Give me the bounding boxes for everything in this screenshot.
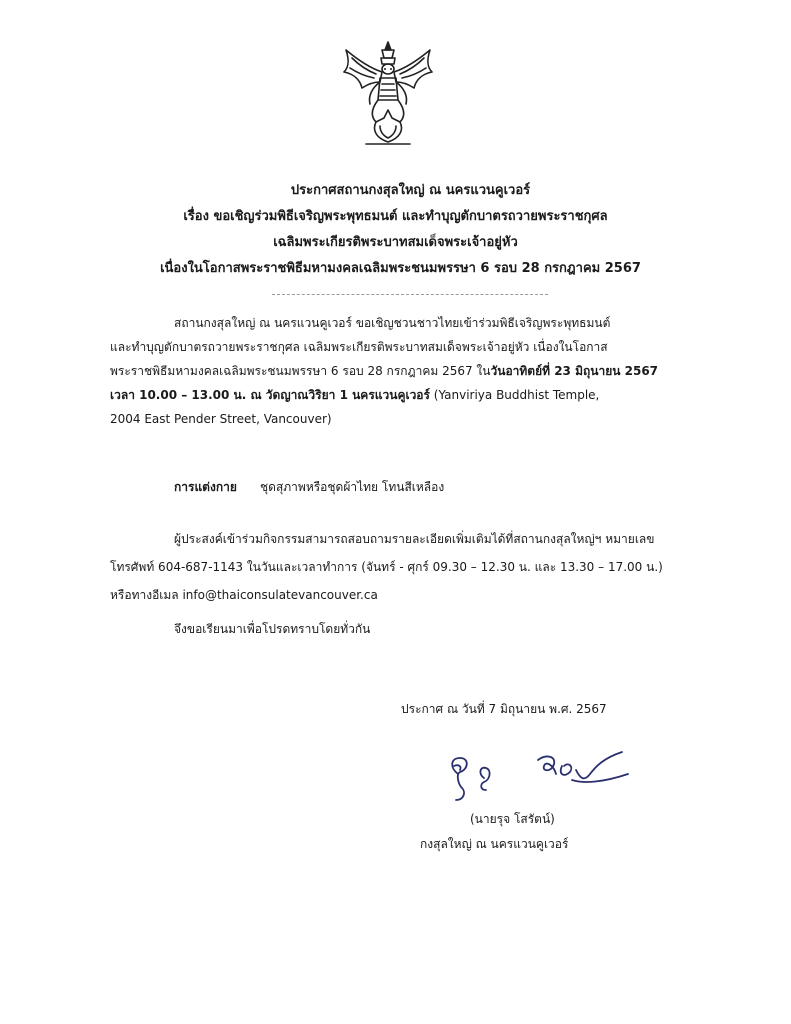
contact-line-2: โทรศัพท์ 604-687-1143 ในวันและเวลาทำการ (จันทร์ - ศุกร์ 09.30 – 12.30 น. และ 13.30 – 17.00 น.) <box>110 560 663 574</box>
announcement-body <box>110 311 710 431</box>
announcement-title <box>0 178 791 282</box>
title-line-3: เฉลิมพระเกียรติพระบาทสมเด็จพระเจ้าอยู่หัว <box>273 235 518 250</box>
body-line-5: 2004 East Pender Street, Vancouver) <box>110 412 332 426</box>
contact-info <box>110 525 720 609</box>
signatory-name: (นายรุจ โสรัตน์) <box>470 812 555 826</box>
dress-code-label: การแต่งกาย <box>174 480 237 494</box>
signatory-title: กงสุลใหญ่ ณ นครแวนคูเวอร์ <box>420 837 569 851</box>
garuda-emblem-icon <box>336 38 440 148</box>
body-line-2: และทำบุญตักบาตรถวายพระราชกุศล เฉลิมพระเกียรติพระบาทสมเด็จพระเจ้าอยู่หัว เนื่องในโอกาส <box>110 340 608 354</box>
closing-statement: จึงขอเรียนมาเพื่อโปรดทราบโดยทั่วกัน <box>174 622 371 636</box>
event-date: วันอาทิตย์ที่ 23 มิถุนายน 2567 <box>490 364 659 378</box>
body-line-3-text: พระราชพิธีมหามงคลเฉลิมพระชนมพรรษา 6 รอบ 28 กรกฎาคม 2567 ใน <box>110 364 491 378</box>
event-time-venue: เวลา 10.00 – 13.00 น. ณ วัดญาณวิริยา 1 นครแวนคูเวอร์ <box>110 388 430 402</box>
title-divider <box>272 294 548 295</box>
title-line-2: เรื่อง ขอเชิญร่วมพิธีเจริญพระพุทธมนต์ และทำบุญตักบาตรถวายพระราชกุศล <box>183 209 608 224</box>
body-line-4 <box>110 383 710 407</box>
contact-line-1: ผู้ประสงค์เข้าร่วมกิจกรรมสามารถสอบถามรายละเอียดเพิ่มเติมได้ที่สถานกงสุลใหญ่ฯ หมายเลข <box>174 532 655 546</box>
announcement-date: ประกาศ ณ วันที่ 7 มิถุนายน พ.ศ. 2567 <box>401 702 607 716</box>
venue-english: (Yanviriya Buddhist Temple, <box>429 388 600 402</box>
handwritten-signature-icon <box>444 744 634 806</box>
dress-code-value: ชุดสุภาพหรือชุดผ้าไทย โทนสีเหลือง <box>260 480 445 494</box>
title-line-4: เนื่องในโอกาสพระราชพิธีมหามงคลเฉลิมพระชนมพรรษา 6 รอบ 28 กรกฎาคม 2567 <box>160 261 641 276</box>
body-line-3 <box>110 359 710 383</box>
body-line-1: สถานกงสุลใหญ่ ณ นครแวนคูเวอร์ ขอเชิญชวนชาวไทยเข้าร่วมพิธีเจริญพระพุทธมนต์ <box>174 316 611 330</box>
title-line-1: ประกาศสถานกงสุลใหญ่ ณ นครแวนคูเวอร์ <box>290 183 531 198</box>
contact-line-3: หรือทางอีเมล info@thaiconsulatevancouver.ca <box>110 588 378 602</box>
dress-code <box>174 478 444 497</box>
